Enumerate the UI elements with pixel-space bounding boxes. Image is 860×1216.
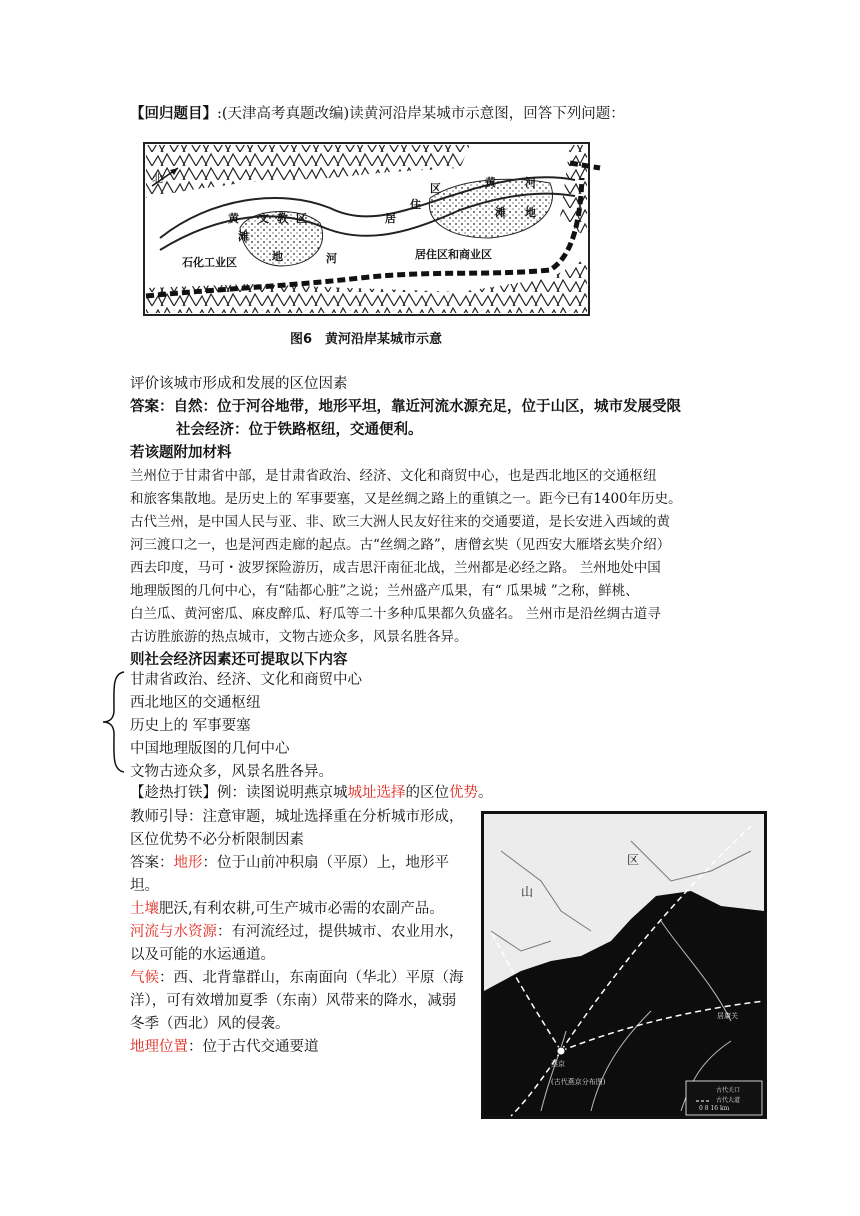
answer2-soil <box>130 898 444 920</box>
yanjing-city-label: 燕京 <box>551 1060 565 1068</box>
extra-material-title: 若该题附加材料 <box>130 445 232 461</box>
yellow-river-map-svg <box>130 138 602 323</box>
material-line: 河三渡口之一，也是河西走廊的起点。古“丝绸之路”，唐僧玄奘（见西安大雁塔玄奘介绍） <box>130 537 671 553</box>
intro-bracket: 【回归题目】 <box>130 106 217 122</box>
answer2-soil-text: 肥沃,有利农耕,可生产城市必需的农副产品。 <box>159 901 444 917</box>
material-line: 和旅客集散地。是历史上的 军事要塞，又是丝绸之路上的重镇之一。距今已有1400年历史。 <box>130 491 682 507</box>
yanjing-map-svg <box>481 811 767 1119</box>
extract-item: 甘肃省政治、经济、文化和商贸中心 <box>130 672 362 688</box>
practice-red-advantage: 优势 <box>449 785 478 801</box>
question-text: 评价该城市形成和发展的区位因素 <box>130 376 348 392</box>
figure1-caption: 图6 黄河沿岸某城市示意 <box>289 332 443 347</box>
answer2-water-text2: 以及可能的水运通道。 <box>130 947 275 963</box>
label-tan: 滩 <box>238 230 249 243</box>
extract-item: 文物古迹众多，风景名胜各异。 <box>130 764 333 780</box>
label-di2: 地 <box>525 206 536 219</box>
answer2-climate-text2: 洋），可有效增加夏季（东南）风带来的降水，减弱 <box>130 993 457 1009</box>
practice-bracket: 【趁热打铁】 <box>130 785 217 801</box>
practice-post: 。 <box>478 785 493 801</box>
answer2-terrain-text: ：位于山前冲积扇（平原）上，地形平 <box>202 855 449 871</box>
guide-line-2: 区位优势不必分析限制因素 <box>130 832 304 848</box>
extract-item: 历史上的 军事要塞 <box>130 718 251 734</box>
answer2-prefix: 答案： <box>130 855 174 871</box>
yanjing-map <box>481 811 767 1119</box>
label-qu: 区 <box>430 182 441 195</box>
material-paragraph <box>130 465 730 649</box>
north-label: 北 <box>152 172 163 185</box>
answer2-climate-label: 气候 <box>130 970 159 986</box>
answer2-terrain-label: 地形 <box>173 855 203 871</box>
label-huanghe-1: 黄 <box>485 176 496 189</box>
material-line: 兰州位于甘肃省中部，是甘肃省政治、经济、文化和商贸中心，也是西北地区的交通枢纽 <box>130 468 657 484</box>
label-shihua: 石化工业区 <box>182 256 237 269</box>
legend-scale: 0 8 16 km <box>699 1105 730 1112</box>
answer2-geo-text: ：位于古代交通要道 <box>188 1039 319 1055</box>
answer2-water-text: ：有河流经过，提供城市、农业用水， <box>217 924 464 940</box>
legend-road: 古代大道 <box>716 1097 741 1104</box>
material-line: 西去印度，马可・波罗探险游历，成吉思汗南征北战，兰州都是必经之路。 兰州地处中国 <box>130 560 661 576</box>
answer2-climate-text3: 冬季（西北）风的侵袭。 <box>130 1016 290 1032</box>
material-line: 地理版图的几何中心，有“陆都心脏”之说；兰州盛产瓜果，有“ 瓜果城 ”之称，鲜桃、 <box>130 583 639 599</box>
yanjing-pass-label: 居庸关 <box>717 1012 738 1020</box>
practice-line <box>130 782 493 804</box>
label-huanghe-2: 河 <box>525 176 536 189</box>
answer2-geo-label: 地理位置 <box>130 1039 188 1055</box>
legend-pass: 古代关口 <box>716 1087 741 1094</box>
answer-line-1: 答案：自然：位于河谷地带，地形平坦，靠近河流水源充足，位于山区，城市发展受限 <box>130 399 681 415</box>
yanjing-label-qu: 区 <box>627 853 640 867</box>
label-tan2: 滩 <box>495 206 506 219</box>
label-wenjiao: 文教区 <box>258 212 315 225</box>
practice-pre: 例：读图说明燕京城 <box>217 785 348 801</box>
curly-brace-icon <box>100 670 128 774</box>
yanjing-map-title: (古代燕京分布图) <box>551 1078 606 1086</box>
yanjing-label-shan: 山 <box>521 885 534 899</box>
answer2-terrain-text2: 坦。 <box>130 878 159 894</box>
answer2-climate <box>130 967 464 989</box>
label-zhu: 住 <box>410 198 421 211</box>
yellow-river-city-map <box>130 138 602 350</box>
answer2-climate-text: ：西、北背靠群山，东南面向（华北）平原（海 <box>159 970 464 986</box>
answer2-terrain <box>130 852 449 874</box>
intro-text: :(天津高考真题改编)读黄河沿岸某城市示意图，回答下列问题： <box>217 106 625 122</box>
label-di: 地 <box>272 250 283 263</box>
answer2-geo <box>130 1036 319 1058</box>
answer2-water-label: 河流与水资源 <box>130 924 217 940</box>
label-ju: 居 <box>385 212 396 225</box>
label-huang: 黄 <box>228 212 239 225</box>
answer-line-2: 社会经济：位于铁路枢纽，交通便利。 <box>176 422 423 438</box>
material-line: 古代兰州，是中国人民与亚、非、欧三大洲人民友好往来的交通要道，是长安进入西域的黄 <box>130 514 670 530</box>
label-residential-commercial: 居住区和商业区 <box>415 248 492 261</box>
label-he: 河 <box>326 252 337 265</box>
material-line: 白兰瓜、黄河密瓜、麻皮醉瓜、籽瓜等二十多种瓜果都久负盛名。 兰州市是沿丝绸古道寻 <box>130 606 661 622</box>
intro-line <box>130 103 625 125</box>
material-line: 古访胜旅游的热点城市，文物古迹众多，风景名胜各异。 <box>130 629 468 645</box>
extract-list <box>130 669 362 784</box>
extract-title: 则社会经济因素还可提取以下内容 <box>130 652 348 668</box>
practice-mid: 的区位 <box>405 785 449 801</box>
answer2-soil-label: 土壤 <box>130 901 159 917</box>
extract-item: 西北地区的交通枢纽 <box>130 695 261 711</box>
extract-item: 中国地理版图的几何中心 <box>130 741 290 757</box>
practice-red-site: 城址选择 <box>347 785 406 801</box>
answer2-water <box>130 921 464 943</box>
guide-line-1: 教师引导：注意审题，城址选择重在分析城市形成， <box>130 809 464 825</box>
